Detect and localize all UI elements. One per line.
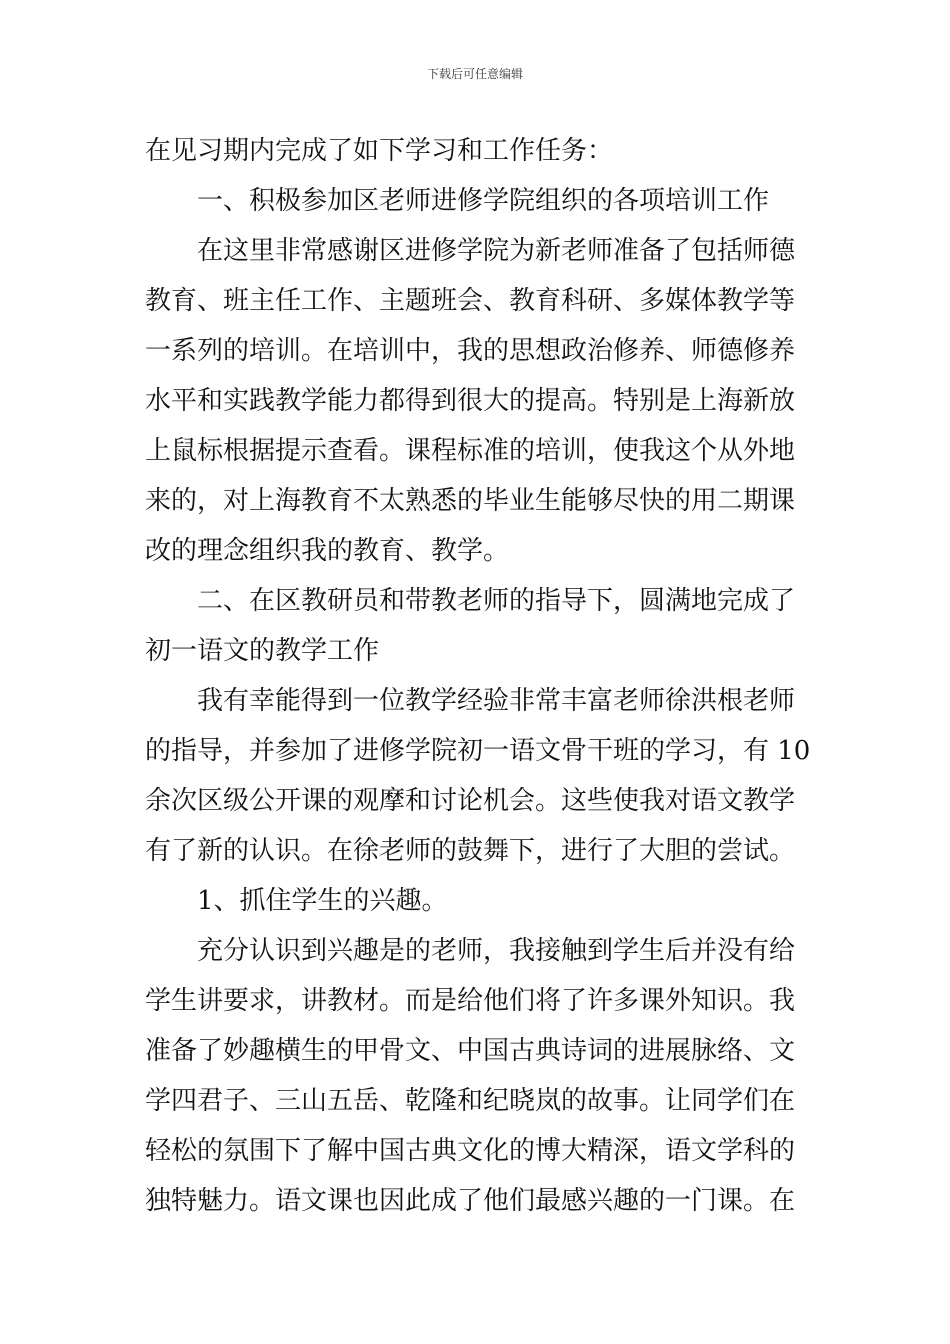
text-line: 充分认识到兴趣是的老师，我接触到学生后并没有给 <box>197 936 796 966</box>
text-line: 水平和实践教学能力都得到很大的提高。特别是上海新放 <box>145 386 796 416</box>
text-line: 上鼠标根据提示查看。课程标准的培训，使我这个从外地 <box>145 436 796 466</box>
text-line: 在这里非常感谢区进修学院为新老师准备了包括师德 <box>197 236 796 266</box>
page-header-note: 下载后可任意编辑 <box>426 67 523 81</box>
text-line: 在见习期内完成了如下学习和工作任务： <box>145 136 614 166</box>
text-line: 准备了妙趣横生的甲骨文、中国古典诗词的进展脉络、文 <box>145 1036 796 1066</box>
text-line: 一系列的培训。在培训中，我的思想政治修养、师德修养 <box>145 336 796 366</box>
text-line: 学四君子、三山五岳、乾隆和纪晓岚的故事。让同学们在 <box>145 1086 796 1116</box>
text-line: 我有幸能得到一位教学经验非常丰富老师徐洪根老师 <box>197 686 796 716</box>
text-line: 有了新的认识。在徐老师的鼓舞下，进行了大胆的尝试。 <box>145 836 796 866</box>
document-body <box>145 126 810 1226</box>
text-line: 轻松的氛围下了解中国古典文化的博大精深，语文学科的 <box>145 1136 796 1166</box>
text-line: 改的理念组织我的教育、教学。 <box>145 536 510 566</box>
section-heading-continued: 初一语文的教学工作 <box>145 636 380 666</box>
text-line: 的指导，并参加了进修学院初一语文骨干班的学习，有 10 <box>145 736 810 766</box>
subsection-heading: 1、抓住学生的兴趣。 <box>197 886 448 916</box>
text-line: 学生讲要求，讲教材。而是给他们将了许多课外知识。我 <box>145 986 796 1016</box>
text-line: 来的，对上海教育不太熟悉的毕业生能够尽快的用二期课 <box>145 486 796 516</box>
text-line: 余次区级公开课的观摩和讨论机会。这些使我对语文教学 <box>145 786 796 816</box>
text-line: 独特魅力。语文课也因此成了他们最感兴趣的一门课。在 <box>145 1186 796 1216</box>
section-heading: 二、在区教研员和带教老师的指导下，圆满地完成了 <box>197 586 796 616</box>
text-line: 教育、班主任工作、主题班会、教育科研、多媒体教学等 <box>145 286 796 316</box>
section-heading: 一、积极参加区老师进修学院组织的各项培训工作 <box>197 186 770 216</box>
